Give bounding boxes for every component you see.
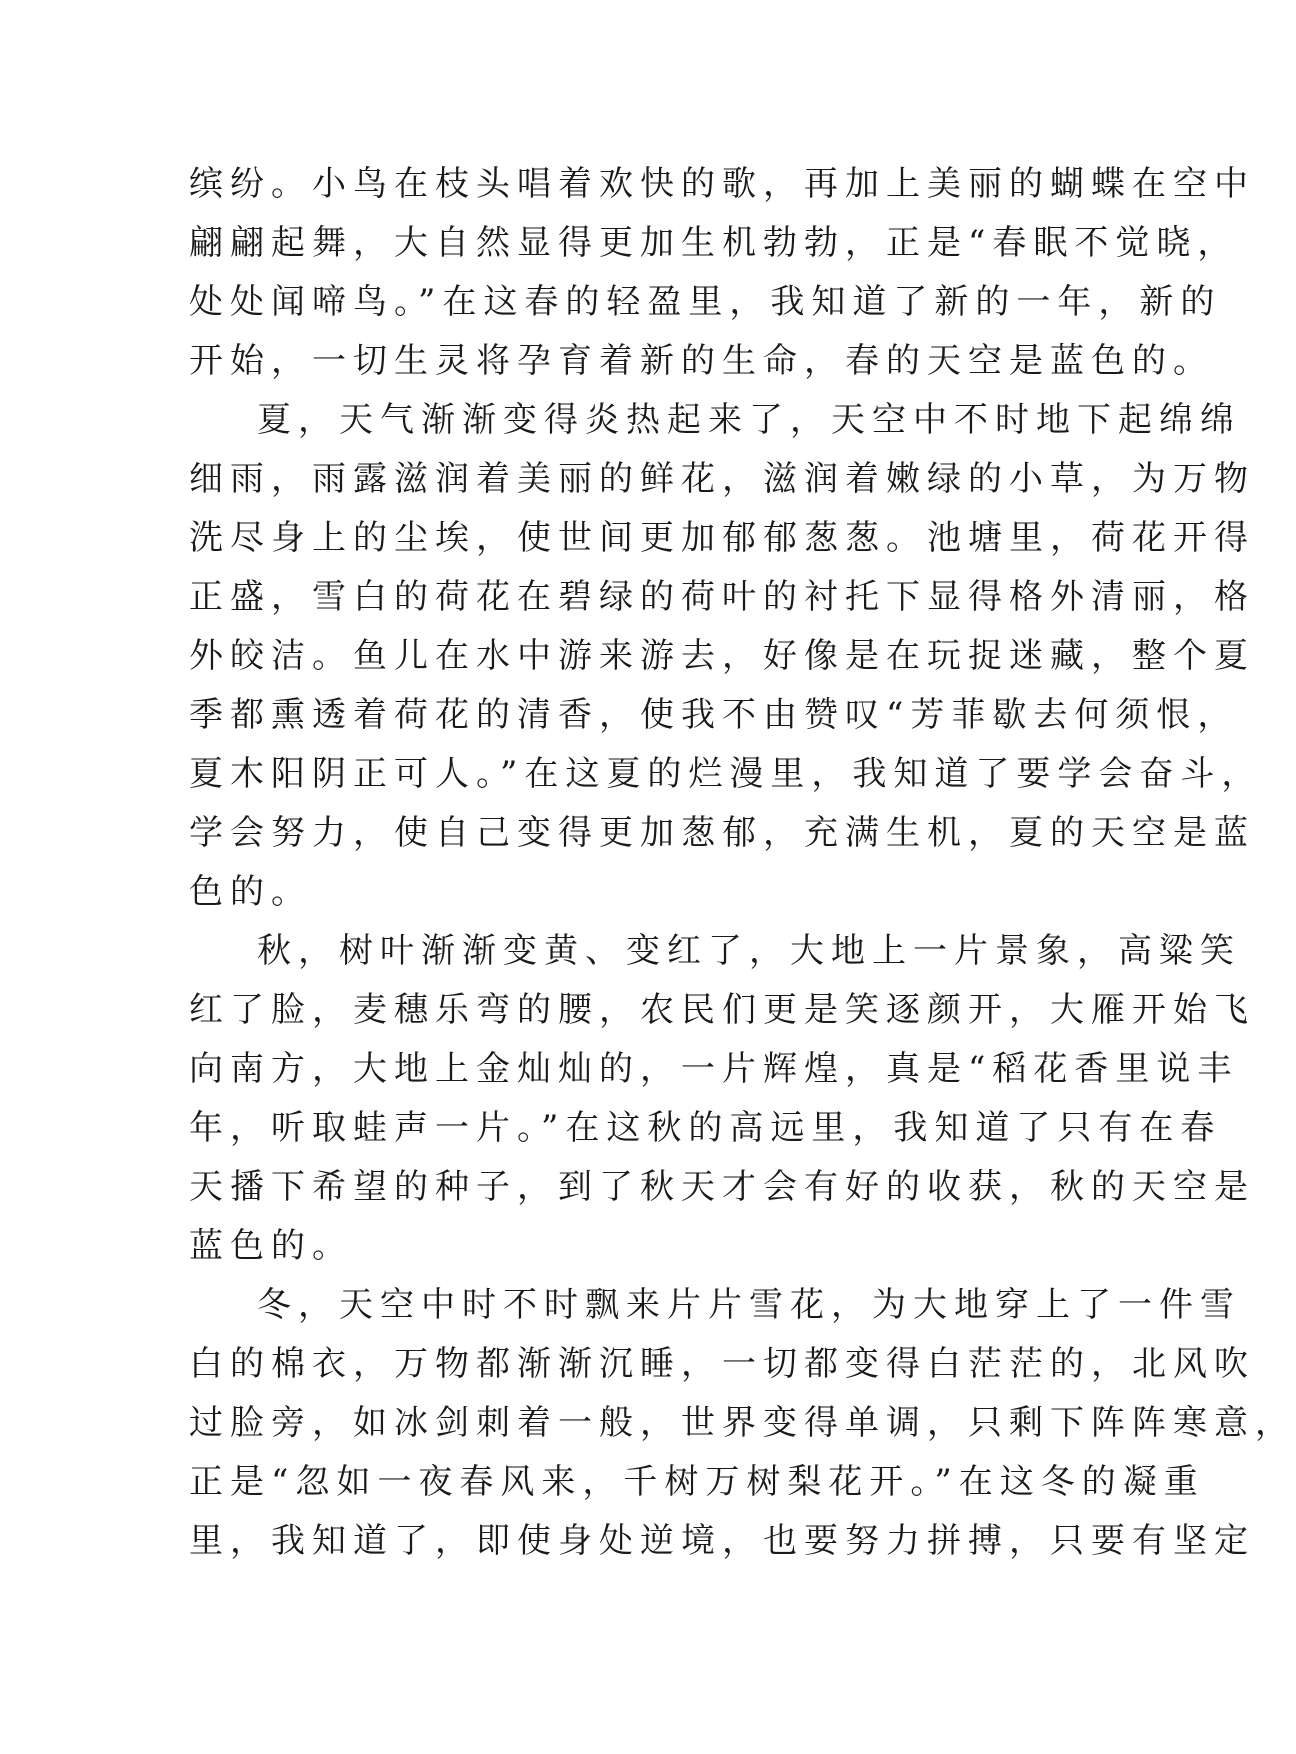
text-line: 色的。 xyxy=(189,872,312,912)
text-line: 天播下希望的种子，到了秋天才会有好的收获，秋的天空是 xyxy=(189,1167,1255,1207)
text-line: 学会努力，使自己变得更加葱郁，充满生机，夏的天空是蓝 xyxy=(189,813,1255,853)
text-line: 细雨，雨露滋润着美丽的鲜花，滋润着嫩绿的小草，为万物 xyxy=(189,459,1255,499)
text-line: 正是“忽如一夜春风来，千树万树梨花开。”在这冬的凝重 xyxy=(189,1462,1205,1502)
text-line: 缤纷。小鸟在枝头唱着欢快的歌，再加上美丽的蝴蝶在空中 xyxy=(189,164,1255,204)
text-line: 过脸旁，如冰剑刺着一般，世界变得单调，只剩下阵阵寒意， xyxy=(189,1403,1296,1443)
paragraph-summer xyxy=(189,391,1263,922)
text-line: 里，我知道了，即使身处逆境，也要努力拼搏，只要有坚定 xyxy=(189,1521,1255,1561)
text-line: 蓝色的。 xyxy=(189,1226,353,1266)
text-line: 翩翩起舞，大自然显得更加生机勃勃，正是“春眠不觉晓， xyxy=(189,223,1239,263)
text-line: 冬，天空中时不时飘来片片雪花，为大地穿上了一件雪 xyxy=(257,1285,1241,1325)
text-line: 红了脸，麦穗乐弯的腰，农民们更是笑逐颜开，大雁开始飞 xyxy=(189,990,1255,1030)
paragraph-spring xyxy=(189,155,1255,391)
text-line: 外皎洁。鱼儿在水中游来游去，好像是在玩捉迷藏，整个夏 xyxy=(189,636,1255,676)
text-line: 夏木阳阴正可人。”在这夏的烂漫里，我知道了要学会奋斗， xyxy=(189,754,1263,794)
text-line: 季都熏透着荷花的清香，使我不由赞叹“芳菲歇去何须恨， xyxy=(189,695,1239,735)
text-line: 年，听取蛙声一片。”在这秋的高远里，我知道了只有在春 xyxy=(189,1108,1222,1148)
text-line: 处处闻啼鸟。”在这春的轻盈里，我知道了新的一年，新的 xyxy=(189,282,1222,322)
text-line: 正盛，雪白的荷花在碧绿的荷叶的衬托下显得格外清丽，格 xyxy=(189,577,1255,617)
text-line: 开始，一切生灵将孕育着新的生命，春的天空是蓝色的。 xyxy=(189,341,1214,381)
text-line: 白的棉衣，万物都渐渐沉睡，一切都变得白茫茫的，北风吹 xyxy=(189,1344,1255,1384)
text-line: 夏，天气渐渐变得炎热起来了，天空中不时地下起绵绵 xyxy=(257,400,1241,440)
text-line: 洗尽身上的尘埃，使世间更加郁郁葱葱。池塘里，荷花开得 xyxy=(189,518,1255,558)
paragraph-autumn xyxy=(189,922,1255,1276)
text-line: 向南方，大地上金灿灿的，一片辉煌，真是“稻花香里说丰 xyxy=(189,1049,1239,1089)
text-line: 秋，树叶渐渐变黄、变红了，大地上一片景象，高粱笑 xyxy=(257,931,1241,971)
paragraph-winter xyxy=(189,1276,1296,1571)
body-text[interactable] xyxy=(189,155,1296,1571)
